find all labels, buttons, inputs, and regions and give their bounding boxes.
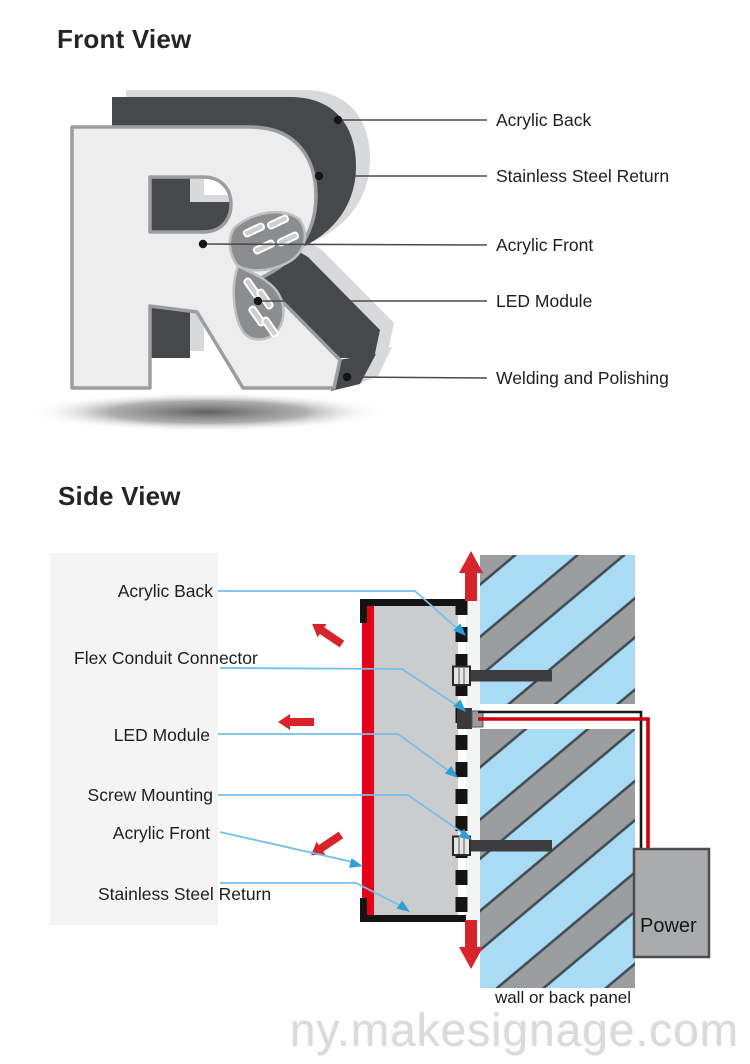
front-label-acrylic-back: Acrylic Back (496, 110, 592, 130)
front-view-diagram (0, 60, 750, 460)
front-label-led-module: LED Module (496, 291, 593, 311)
corner-tab-top-left (360, 599, 367, 623)
side-label-acrylic-front: Acrylic Front (112, 823, 210, 843)
acrylic-back-strip (466, 600, 480, 921)
side-view-title: Side View (58, 481, 181, 511)
side-view-diagram (0, 540, 750, 1020)
corner-tab-bottom-left (360, 898, 367, 922)
front-label-welding: Welding and Polishing (496, 368, 669, 388)
wall-back-panel (480, 555, 635, 988)
power-supply-box (634, 849, 709, 957)
return-bottom-bar (360, 915, 466, 922)
side-label-screw-mounting: Screw Mounting (87, 785, 213, 805)
side-label-led-module: LED Module (113, 725, 210, 745)
arrow-up-left (308, 617, 347, 650)
wall-caption: wall or back panel (494, 988, 632, 1007)
acrylic-front-red-bar (362, 605, 374, 916)
letter-cross-section (360, 599, 480, 922)
side-label-acrylic-back: Acrylic Back (117, 581, 213, 601)
power-box-label: Power (640, 915, 697, 937)
letter-shadow (29, 392, 385, 432)
return-top-bar (360, 599, 466, 606)
side-label-flex-conduit: Flex Conduit Connector (74, 648, 258, 668)
watermark: ny.makesignage.com (290, 1004, 740, 1056)
side-label-steel-return: Stainless Steel Return (98, 884, 272, 904)
wire-channel (480, 704, 635, 729)
front-label-steel-return: Stainless Steel Return (496, 166, 670, 186)
arrow-left (278, 714, 314, 730)
front-view-title: Front View (57, 24, 192, 54)
front-label-acrylic-front: Acrylic Front (496, 235, 594, 255)
arrow-down (459, 920, 483, 969)
letter-body (374, 605, 458, 916)
arrow-up (459, 551, 483, 601)
